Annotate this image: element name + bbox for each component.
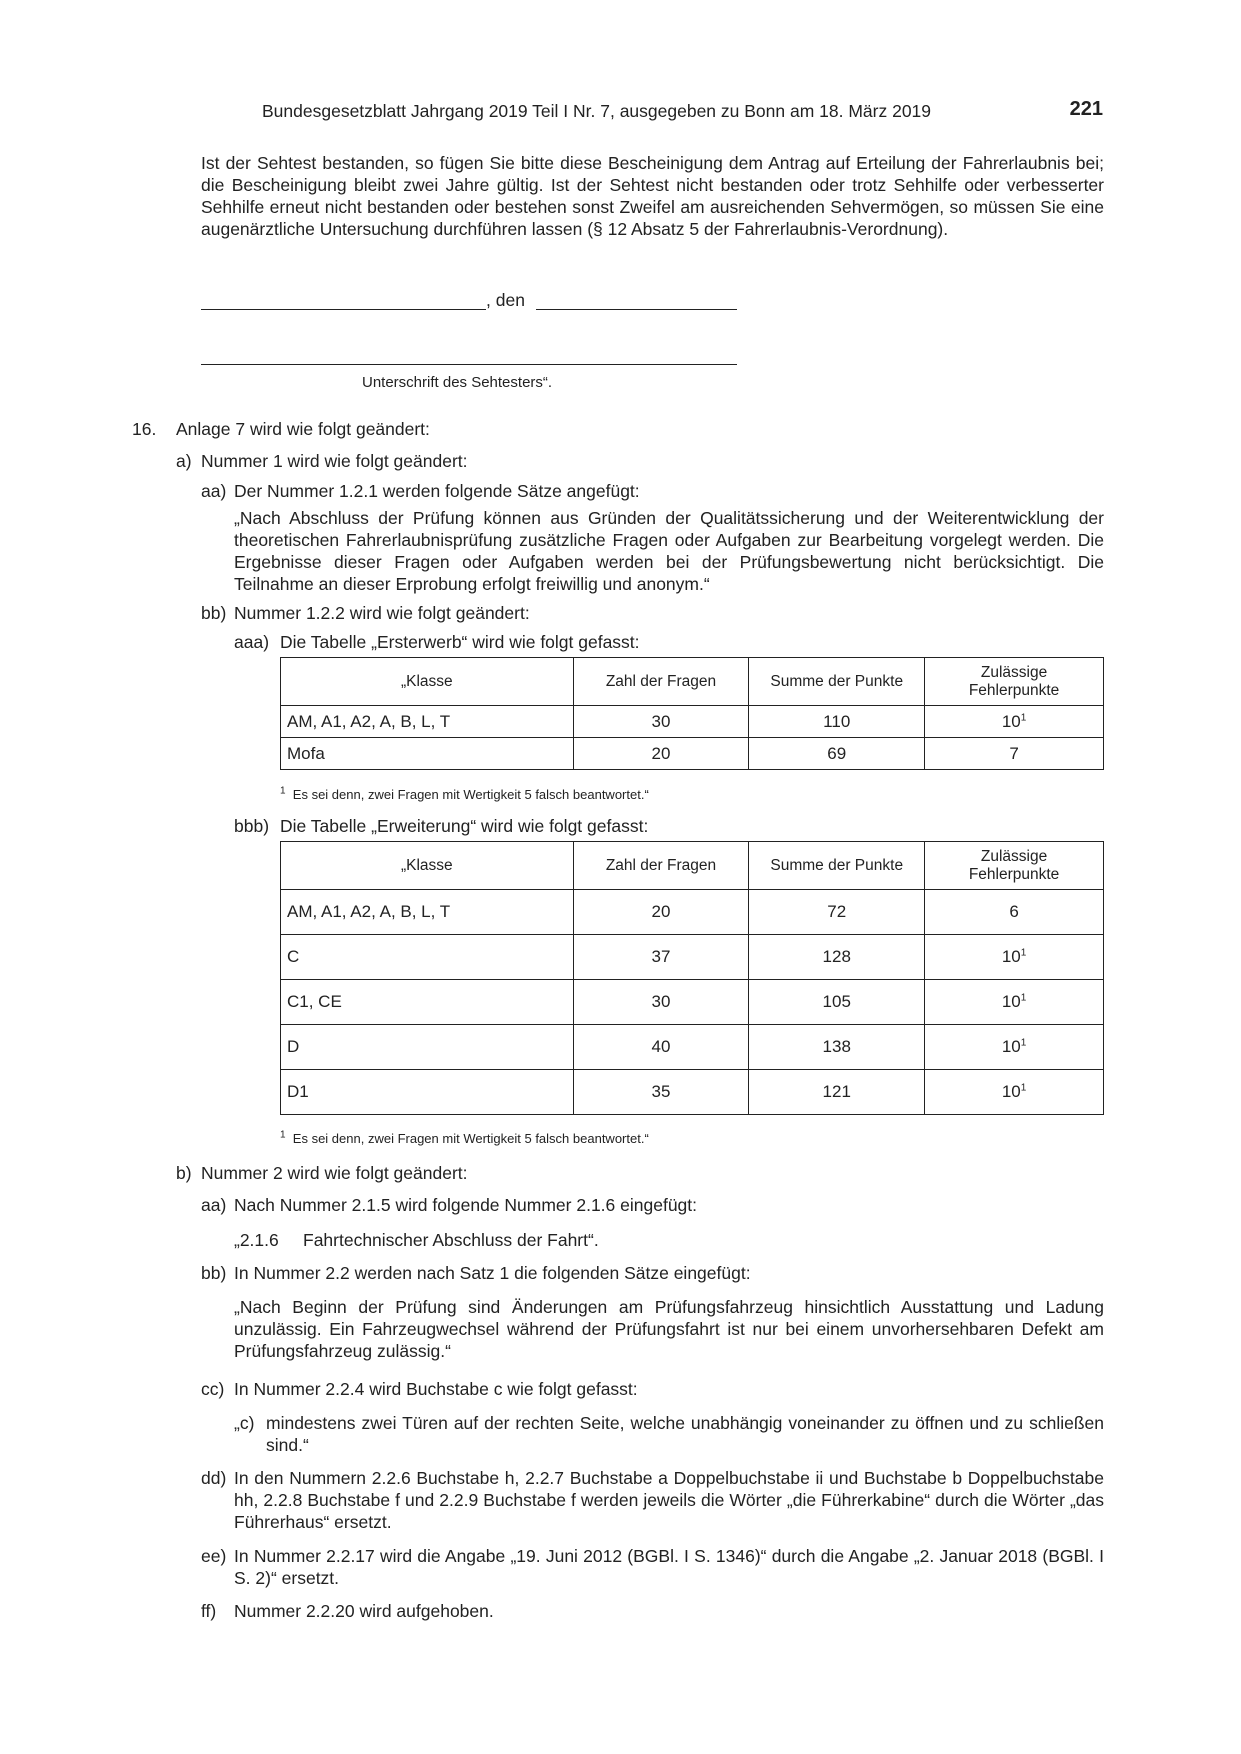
header-fehlerpunkte: Zulässige Fehlerpunkte bbox=[925, 842, 1104, 890]
cell-fehlerpunkte: $10^1$ bbox=[925, 1025, 1104, 1070]
cell-klasse: AM, A1, A2, A, B, L, T bbox=[281, 890, 574, 935]
header-klasse: „Klasse bbox=[281, 842, 574, 890]
b-label: b) bbox=[176, 1163, 192, 1183]
table-row bbox=[281, 706, 1104, 738]
b-bb-quote: „Nach Beginn der Prüfung sind Änderungen am Prüfungsfahrzeug hinsichtlich Ausstattung und Ladung unzulässig. Ein Fahrzeugwechsel während der Prüfungsfahrt ist nur bei einem unvorhersehbaren Defekt am Prüfungsfahrzeug zulässig.“ bbox=[234, 1297, 1104, 1361]
b-bb-label: bb) bbox=[201, 1263, 227, 1283]
cell-fragen: 20 bbox=[573, 890, 749, 935]
item-16-number: 16. bbox=[132, 419, 157, 439]
aaa-label: aaa) bbox=[234, 632, 270, 652]
cell-punkte: 72 bbox=[749, 890, 925, 935]
b-ff-text: Nummer 2.2.20 wird aufgehoben. bbox=[234, 1601, 494, 1621]
header-fehlerpunkte: Zulässige Fehlerpunkte bbox=[925, 658, 1104, 706]
cell-klasse: C1, CE bbox=[281, 980, 574, 1025]
cell-fehlerpunkte: $10^1$ bbox=[925, 706, 1104, 738]
page-number: 221 bbox=[1069, 98, 1103, 120]
footnote-ref: 1 bbox=[1020, 711, 1027, 723]
cell-punkte: 69 bbox=[749, 738, 925, 770]
table-header-row bbox=[281, 842, 1104, 890]
b-aa-label: aa) bbox=[201, 1195, 227, 1215]
b-cc-quote-text: mindestens zwei Türen auf der rechten Seite, welche unabhängig voneinander zu öffnen und zu schließen sind.“ bbox=[266, 1413, 1104, 1455]
cell-fehlerpunkte: $10^1$ bbox=[925, 935, 1104, 980]
a-aa-label: aa) bbox=[201, 481, 227, 501]
bbb-text: Die Tabelle „Erweiterung“ wird wie folgt gefasst: bbox=[280, 816, 649, 836]
signature-line bbox=[201, 364, 737, 365]
cell-punkte: 110 bbox=[749, 706, 925, 738]
b-dd-label: dd) bbox=[201, 1468, 227, 1488]
table-row bbox=[281, 1025, 1104, 1070]
cell-punkte: 138 bbox=[749, 1025, 925, 1070]
cell-punkte: 121 bbox=[749, 1070, 925, 1115]
b-text: Nummer 2 wird wie folgt geändert: bbox=[201, 1163, 468, 1183]
cell-fragen: 37 bbox=[573, 935, 749, 980]
table-row bbox=[281, 890, 1104, 935]
a-text: Nummer 1 wird wie folgt geändert: bbox=[201, 451, 468, 471]
cell-fragen: 30 bbox=[573, 980, 749, 1025]
cell-fehlerpunkte: $10^1$ bbox=[925, 980, 1104, 1025]
cell-fehlerpunkte: $10^1$ bbox=[925, 1070, 1104, 1115]
cell-fehlerpunkte: 6 bbox=[925, 890, 1104, 935]
bbb-label: bbb) bbox=[234, 816, 270, 836]
cell-fragen: 30 bbox=[573, 706, 749, 738]
b-ff-label: ff) bbox=[201, 1601, 217, 1621]
table-header-row bbox=[281, 658, 1104, 706]
cell-klasse: AM, A1, A2, A, B, L, T bbox=[281, 706, 574, 738]
b-bb-text: In Nummer 2.2 werden nach Satz 1 die folgenden Sätze eingefügt: bbox=[234, 1263, 751, 1283]
b-ee-text: In Nummer 2.2.17 wird die Angabe „19. Juni 2012 (BGBl. I S. 1346)“ durch die Angabe „2. Januar 2018 (BGBl. I S. 2)“ ersetzt. bbox=[234, 1546, 1104, 1588]
item-16-text: Anlage 7 wird wie folgt geändert: bbox=[176, 419, 430, 439]
table-row bbox=[281, 1070, 1104, 1115]
cell-punkte: 128 bbox=[749, 935, 925, 980]
intro-paragraph: Ist der Sehtest bestanden, so fügen Sie bitte diese Bescheinigung dem Antrag auf Erteilung der Fahrerlaubnis bei; die Bescheinigung bleibt zwei Jahre gültig. Ist der Sehtest nicht bestanden oder trotz Sehhilfe oder verbesserter Sehhilfe erneut nicht bestanden oder bestehen sonst Zweifel am ausreichenden Sehvermögen, so müssen Sie eine augenärztliche Untersuchung durchführen lassen (§ 12 Absatz 5 der Fahrerlaubnis-Verordnung). bbox=[201, 153, 1104, 239]
a-bb-label: bb) bbox=[201, 603, 227, 623]
cell-fragen: 35 bbox=[573, 1070, 749, 1115]
a-aa-text: Der Nummer 1.2.1 werden folgende Sätze angefügt: bbox=[234, 481, 640, 501]
b-dd-text: In den Nummern 2.2.6 Buchstabe h, 2.2.7 Buchstabe a Doppelbuchstabe ii und Buchstabe b Doppelbuchstabe hh, 2.2.8 Buchstabe f und 2.2.9 Buchstabe f werden jeweils die Wörter „die Führerkabine“ durch die Wörter „das Führerhaus“ ersetzt. bbox=[234, 1468, 1104, 1532]
cell-fehlerpunkte: 7 bbox=[925, 738, 1104, 770]
table2-footnote: $^1$ Es sei denn, zwei Fragen mit Wertigkeit 5 falsch beantwortet.“ bbox=[280, 1129, 649, 1146]
table1-footnote: $^1$ Es sei denn, zwei Fragen mit Wertigkeit 5 falsch beantwortet.“ bbox=[280, 785, 649, 802]
place-line bbox=[201, 309, 486, 310]
b-aa-text: Nach Nummer 2.1.5 wird folgende Nummer 2.1.6 eingefügt: bbox=[234, 1195, 698, 1215]
table-row bbox=[281, 935, 1104, 980]
b-ee-label: ee) bbox=[201, 1546, 227, 1566]
a-label: a) bbox=[176, 451, 192, 471]
b-aa-quote-num: „2.1.6 bbox=[234, 1230, 279, 1250]
table-row bbox=[281, 738, 1104, 770]
cell-klasse: C bbox=[281, 935, 574, 980]
header-title: Bundesgesetzblatt Jahrgang 2019 Teil I Nr. 7, ausgegeben zu Bonn am 18. März 2019 bbox=[262, 101, 932, 121]
cell-klasse: Mofa bbox=[281, 738, 574, 770]
table-erweiterung bbox=[280, 841, 1104, 1115]
date-line bbox=[536, 309, 737, 310]
cell-fragen: 40 bbox=[573, 1025, 749, 1070]
header-klasse: „Klasse bbox=[281, 658, 574, 706]
cell-klasse: D1 bbox=[281, 1070, 574, 1115]
b-cc-quote-label: „c) bbox=[234, 1413, 255, 1433]
header-summe-punkte: Summe der Punkte bbox=[749, 658, 925, 706]
cell-klasse: D bbox=[281, 1025, 574, 1070]
den-text: , den bbox=[486, 290, 525, 310]
table-row bbox=[281, 980, 1104, 1025]
a-aa-quote: „Nach Abschluss der Prüfung können aus Gründen der Qualitätssicherung und der Weiterentwicklung der theoretischen Fahrerlaubnisprüfung zusätzliche Fragen oder Aufgaben zur Bearbeitung vorgelegt werden. Die Ergebnisse dieser Fragen oder Aufgaben werden bei der Prüfungsbewertung nicht berücksichtigt. Die Teilnahme an dieser Erprobung erfolgt freiwillig und anonym.“ bbox=[234, 508, 1104, 594]
b-aa-quote-text: Fahrtechnischer Abschluss der Fahrt“. bbox=[303, 1230, 599, 1250]
header-zahl-fragen: Zahl der Fragen bbox=[573, 658, 749, 706]
b-cc-label: cc) bbox=[201, 1379, 225, 1399]
table-ersterwerb bbox=[280, 657, 1104, 770]
header-summe-punkte: Summe der Punkte bbox=[749, 842, 925, 890]
header-zahl-fragen: Zahl der Fragen bbox=[573, 842, 749, 890]
signature-caption: Unterschrift des Sehtesters“. bbox=[362, 374, 553, 391]
b-cc-text: In Nummer 2.2.4 wird Buchstabe c wie folgt gefasst: bbox=[234, 1379, 638, 1399]
cell-punkte: 105 bbox=[749, 980, 925, 1025]
cell-fragen: 20 bbox=[573, 738, 749, 770]
aaa-text: Die Tabelle „Ersterwerb“ wird wie folgt gefasst: bbox=[280, 632, 640, 652]
a-bb-text: Nummer 1.2.2 wird wie folgt geändert: bbox=[234, 603, 530, 623]
